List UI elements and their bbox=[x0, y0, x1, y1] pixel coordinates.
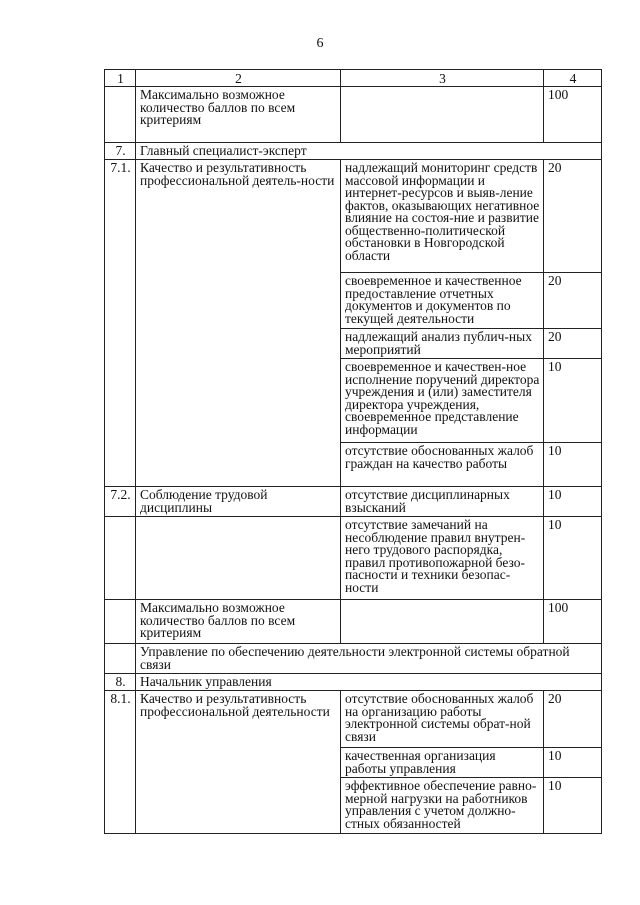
points-cell: 10 bbox=[544, 748, 602, 778]
row-number-cell: 7.1. bbox=[105, 160, 136, 487]
table-row-max-points bbox=[105, 87, 602, 143]
row-number-cell bbox=[105, 644, 136, 674]
points-cell: 20 bbox=[544, 273, 602, 329]
indicator-cell: своевременное и качествен-ное исполнение поручений директора учреждения и (или) заместителя директора учреждения, своевременное представление информации bbox=[341, 359, 544, 443]
indicator-cell: качественная организация работы управления bbox=[341, 748, 544, 778]
indicator-cell bbox=[341, 600, 544, 644]
table-row-8-1 bbox=[105, 691, 602, 748]
section-title: Начальник управления bbox=[136, 674, 602, 691]
table-row-7-2-b bbox=[105, 517, 602, 600]
criterion-cell: Максимально возможное количество баллов по всем критериям bbox=[136, 600, 341, 644]
indicator-cell: отсутствие дисциплинарных взысканий bbox=[341, 487, 544, 517]
points-cell: 10 bbox=[544, 443, 602, 487]
column-number-1: 1 bbox=[105, 70, 136, 87]
table-row-max-points-2 bbox=[105, 600, 602, 644]
criterion-cell bbox=[136, 517, 341, 600]
row-number-cell: 7.2. bbox=[105, 487, 136, 517]
indicator-cell: отсутствие обоснованных жалоб граждан на качество работы bbox=[341, 443, 544, 487]
column-number-4: 4 bbox=[544, 70, 602, 87]
indicator-cell bbox=[341, 87, 544, 143]
indicator-cell: отсутствие обоснованных жалоб на организацию работы электронной системы обрат-ной связи bbox=[341, 691, 544, 748]
indicator-cell: надлежащий анализ публич-ных мероприятий bbox=[341, 329, 544, 359]
points-cell: 10 bbox=[544, 359, 602, 443]
department-row bbox=[105, 644, 602, 674]
section-number: 7. bbox=[105, 143, 136, 160]
section-row-7 bbox=[105, 143, 602, 160]
section-title: Главный специалист-эксперт bbox=[136, 143, 602, 160]
points-cell: 10 bbox=[544, 487, 602, 517]
row-number-cell: 8.1. bbox=[105, 691, 136, 834]
table-row-7-1 bbox=[105, 160, 602, 273]
points-cell: 20 bbox=[544, 329, 602, 359]
indicator-cell: эффективное обеспечение равно-мерной нагрузки на работников управления с учетом должно-стных обязанностей bbox=[341, 778, 544, 834]
table-row-7-2 bbox=[105, 487, 602, 517]
column-number-row bbox=[105, 70, 602, 87]
points-cell: 100 bbox=[544, 600, 602, 644]
indicator-cell: своевременное и качественное предоставление отчетных документов и документов по текущей деятельности bbox=[341, 273, 544, 329]
points-cell: 20 bbox=[544, 160, 602, 273]
criterion-cell: Качество и результативность профессиональной деятель-ности bbox=[136, 160, 341, 487]
row-number-cell bbox=[105, 600, 136, 644]
section-number: 8. bbox=[105, 674, 136, 691]
points-cell: 20 bbox=[544, 691, 602, 748]
indicator-cell: надлежащий мониторинг средств массовой информации и интернет-ресурсов и выяв-ление фактов, оказывающих негативное влияние на состоя-ние и развитие общественно-политической обстановки в Новгородской области bbox=[341, 160, 544, 273]
row-number-cell bbox=[105, 87, 136, 143]
criterion-cell: Соблюдение трудовой дисциплины bbox=[136, 487, 341, 517]
department-title: Управление по обеспечению деятельности электронной системы обратной связи bbox=[136, 644, 602, 674]
criteria-table bbox=[104, 69, 602, 834]
column-number-3: 3 bbox=[341, 70, 544, 87]
row-number-cell bbox=[105, 517, 136, 600]
page-number: 6 bbox=[316, 36, 324, 51]
points-cell: 10 bbox=[544, 778, 602, 834]
section-row-8 bbox=[105, 674, 602, 691]
indicator-cell: отсутствие замечаний на несоблюдение правил внутрен-него трудового распорядка, правил противопожарной безо-пасности и техники безопас-ности bbox=[341, 517, 544, 600]
points-cell: 10 bbox=[544, 517, 602, 600]
criterion-cell: Качество и результативность профессиональной деятельности bbox=[136, 691, 341, 834]
column-number-2: 2 bbox=[136, 70, 341, 87]
points-cell: 100 bbox=[544, 87, 602, 143]
criterion-cell: Максимально возможное количество баллов по всем критериям bbox=[136, 87, 341, 143]
